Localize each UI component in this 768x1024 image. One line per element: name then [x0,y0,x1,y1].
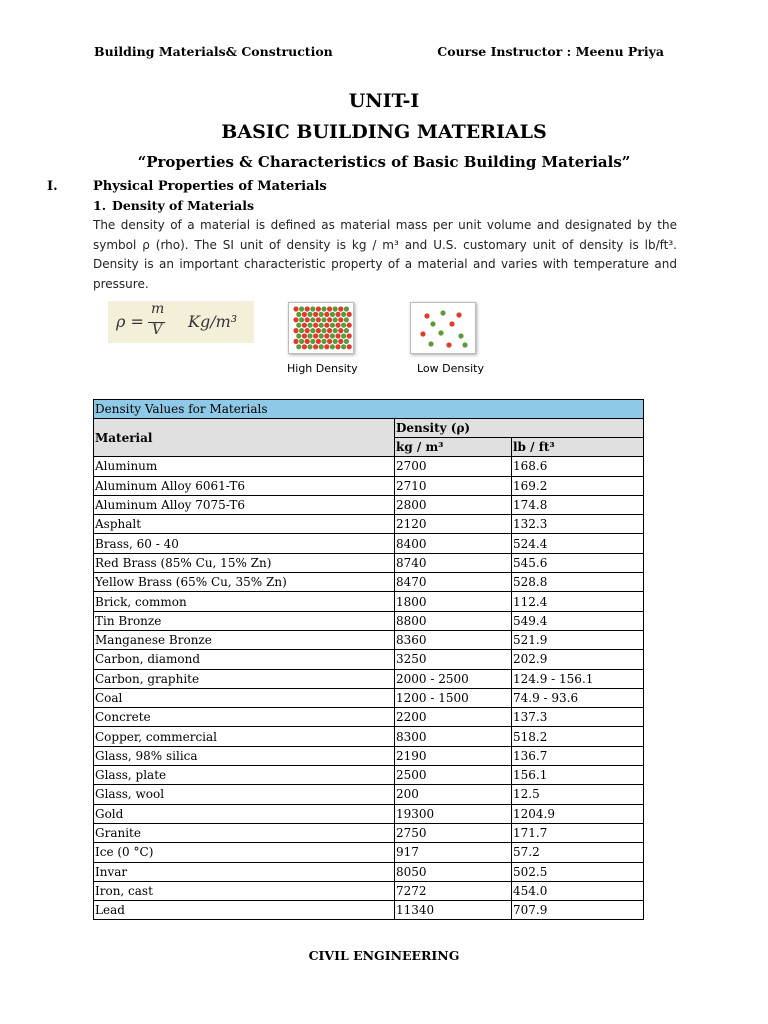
table-row [94,766,644,785]
cell-density-kg-m3: 1200 - 1500 [395,688,512,707]
particle-dot [327,317,332,322]
particle-dot [324,323,329,328]
table-row [94,746,644,765]
particle-dot [305,339,310,344]
particle-dot [313,312,318,317]
particle-dot [338,317,343,322]
subsection-title: Density of Materials [112,198,255,213]
particle-dot [341,333,346,338]
unit-heading: UNIT-I [348,90,420,112]
particle-dot [324,344,329,349]
table-row [94,823,644,842]
particle-dot [330,333,335,338]
particle-dot [330,312,335,317]
cell-density-lb-ft3: 521.9 [512,630,644,649]
particle-dot [316,306,321,311]
cell-density-kg-m3: 2700 [395,457,512,476]
particle-dot [319,312,324,317]
particle-dot [321,328,326,333]
particle-dot [307,333,312,338]
particle-dot [440,310,445,315]
particle-dot [341,312,346,317]
cell-material: Yellow Brass (65% Cu, 35% Zn) [94,573,395,592]
cell-density-kg-m3: 917 [395,843,512,862]
particle-dot [335,333,340,338]
particle-dot [344,317,349,322]
particle-dot [305,328,310,333]
density-formula [108,301,254,343]
cell-density-kg-m3: 2120 [395,515,512,534]
particle-dot [327,306,332,311]
formula-lhs: ρ = [116,312,144,331]
particle-dot [341,323,346,328]
particle-dot [310,328,315,333]
table-row [94,688,644,707]
cell-density-lb-ft3: 454.0 [512,881,644,900]
particle-dot [335,323,340,328]
cell-density-kg-m3: 7272 [395,881,512,900]
particle-dot [456,312,461,317]
particle-dot [321,339,326,344]
header-material: Material [94,419,395,457]
particle-dot [330,323,335,328]
section-number: I. [47,179,58,194]
table-row [94,592,644,611]
particle-dot [310,339,315,344]
cell-density-lb-ft3: 171.7 [512,823,644,842]
cell-material: Brick, common [94,592,395,611]
particle-dot [333,306,338,311]
table-row [94,630,644,649]
high-density-caption: High Density [287,362,358,375]
cell-density-lb-ft3: 545.6 [512,553,644,572]
density-table [93,399,644,920]
particle-dot [462,342,467,347]
cell-material: Red Brass (85% Cu, 15% Zn) [94,553,395,572]
header-course-title: Building Materials& Construction [94,44,333,59]
table-row [94,785,644,804]
particle-dot [299,328,304,333]
cell-density-kg-m3: 2190 [395,746,512,765]
high-density-dots [289,303,353,353]
cell-material: Manganese Bronze [94,630,395,649]
cell-material: Invar [94,862,395,881]
table-row [94,650,644,669]
cell-density-kg-m3: 1800 [395,592,512,611]
particle-dot [319,323,324,328]
particle-dot [299,317,304,322]
cell-density-lb-ft3: 112.4 [512,592,644,611]
cell-material: Carbon, graphite [94,669,395,688]
cell-density-lb-ft3: 707.9 [512,901,644,920]
particle-dot [313,344,318,349]
particle-dot [305,317,310,322]
particle-dot [327,328,332,333]
cell-density-lb-ft3: 136.7 [512,746,644,765]
particle-dot [293,306,298,311]
table-row [94,495,644,514]
table-row [94,457,644,476]
particle-dot [324,333,329,338]
cell-density-kg-m3: 2800 [395,495,512,514]
particle-dot [321,317,326,322]
cell-density-lb-ft3: 549.4 [512,611,644,630]
particle-dot [307,323,312,328]
particle-dot [310,317,315,322]
page-title: BASIC BUILDING MATERIALS [221,121,547,143]
particle-dot [313,333,318,338]
cell-material: Copper, commercial [94,727,395,746]
cell-material: Aluminum Alloy 7075-T6 [94,495,395,514]
particle-dot [430,321,435,326]
table-row [94,573,644,592]
density-paragraph: The density of a material is defined as material mass per unit volume and designated by the symbol ρ (rho). The SI unit of density is kg / m³ and U.S. customary unit of density is lb/ft³. Density is an important characteristic property of a material and varies with temperature and pressure. [93,218,677,291]
formula-unit: Kg/m³ [188,312,238,331]
particle-dot [330,344,335,349]
particle-dot [296,344,301,349]
particle-dot [299,339,304,344]
particle-dot [333,339,338,344]
cell-density-lb-ft3: 168.6 [512,457,644,476]
table-row [94,862,644,881]
cell-material: Tin Bronze [94,611,395,630]
particle-dot [338,328,343,333]
cell-material: Aluminum [94,457,395,476]
particle-dot [296,312,301,317]
particle-dot [293,339,298,344]
particle-dot [344,306,349,311]
cell-material: Glass, plate [94,766,395,785]
cell-density-lb-ft3: 174.8 [512,495,644,514]
particle-dot [438,330,443,335]
particle-dot [316,339,321,344]
cell-density-lb-ft3: 57.2 [512,843,644,862]
particle-dot [307,344,312,349]
low-density-dots [411,303,475,353]
particle-dot [344,328,349,333]
cell-density-kg-m3: 200 [395,785,512,804]
cell-material: Glass, wool [94,785,395,804]
cell-density-kg-m3: 8740 [395,553,512,572]
table-header-row [94,419,644,438]
cell-density-kg-m3: 2000 - 2500 [395,669,512,688]
cell-density-kg-m3: 8050 [395,862,512,881]
particle-dot [446,342,451,347]
particle-dot [296,333,301,338]
particle-dot [428,341,433,346]
cell-density-kg-m3: 2500 [395,766,512,785]
particle-dot [335,312,340,317]
particle-dot [420,331,425,336]
cell-density-lb-ft3: 518.2 [512,727,644,746]
cell-material: Lead [94,901,395,920]
particle-dot [293,328,298,333]
cell-density-lb-ft3: 524.4 [512,534,644,553]
particle-dot [319,333,324,338]
particle-dot [335,344,340,349]
cell-density-kg-m3: 2750 [395,823,512,842]
particle-dot [302,323,307,328]
cell-material: Asphalt [94,515,395,534]
table-row [94,708,644,727]
low-density-figure [410,302,476,354]
particle-dot [347,344,352,349]
cell-density-lb-ft3: 502.5 [512,862,644,881]
table-caption-row [94,400,644,419]
header-instructor: Course Instructor : Meenu Priya [437,44,664,59]
cell-material: Gold [94,804,395,823]
cell-density-lb-ft3: 124.9 - 156.1 [512,669,644,688]
subsection-number: 1. [93,198,107,213]
particle-dot [347,333,352,338]
particle-dot [307,312,312,317]
cell-density-kg-m3: 19300 [395,804,512,823]
particle-dot [341,344,346,349]
cell-density-lb-ft3: 156.1 [512,766,644,785]
cell-material: Concrete [94,708,395,727]
particle-dot [338,306,343,311]
formula-numerator: m [151,301,165,317]
particle-dot [338,339,343,344]
table-row [94,515,644,534]
table-caption: Density Values for Materials [94,400,644,419]
particle-dot [347,323,352,328]
particle-dot [316,328,321,333]
table-row [94,669,644,688]
cell-density-kg-m3: 8800 [395,611,512,630]
particle-dot [313,323,318,328]
table-row [94,843,644,862]
particle-dot [333,317,338,322]
formula-denominator: V [152,322,163,338]
cell-density-kg-m3: 8300 [395,727,512,746]
cell-density-kg-m3: 2710 [395,476,512,495]
cell-density-lb-ft3: 12.5 [512,785,644,804]
cell-material: Granite [94,823,395,842]
particle-dot [449,321,454,326]
cell-density-kg-m3: 2200 [395,708,512,727]
cell-density-kg-m3: 3250 [395,650,512,669]
table-row [94,901,644,920]
cell-density-kg-m3: 8360 [395,630,512,649]
particle-dot [319,344,324,349]
table-row [94,534,644,553]
particle-dot [296,323,301,328]
table-row [94,727,644,746]
particle-dot [324,312,329,317]
table-row [94,611,644,630]
high-density-figure [288,302,354,354]
table-row [94,881,644,900]
header-lb-ft3: lb / ft³ [512,438,644,457]
cell-density-kg-m3: 11340 [395,901,512,920]
header-kg-m3: kg / m³ [395,438,512,457]
particle-dot [293,317,298,322]
particle-dot [333,328,338,333]
particle-dot [299,306,304,311]
cell-material: Aluminum Alloy 6061-T6 [94,476,395,495]
particle-dot [316,317,321,322]
table-row [94,553,644,572]
page-subtitle: “Properties & Characteristics of Basic Building Materials” [137,153,631,171]
particle-dot [344,339,349,344]
cell-material: Carbon, diamond [94,650,395,669]
cell-density-lb-ft3: 1204.9 [512,804,644,823]
header-density: Density (ρ) [395,419,644,438]
cell-material: Iron, cast [94,881,395,900]
particle-dot [302,312,307,317]
particle-dot [302,333,307,338]
cell-density-lb-ft3: 202.9 [512,650,644,669]
particle-dot [310,306,315,311]
cell-material: Glass, 98% silica [94,746,395,765]
particle-dot [305,306,310,311]
cell-density-kg-m3: 8400 [395,534,512,553]
cell-density-lb-ft3: 74.9 - 93.6 [512,688,644,707]
cell-density-lb-ft3: 132.3 [512,515,644,534]
cell-density-lb-ft3: 169.2 [512,476,644,495]
cell-material: Coal [94,688,395,707]
cell-density-lb-ft3: 137.3 [512,708,644,727]
low-density-caption: Low Density [417,362,484,375]
cell-density-lb-ft3: 528.8 [512,573,644,592]
cell-material: Ice (0 °C) [94,843,395,862]
particle-dot [321,306,326,311]
particle-dot [302,344,307,349]
particle-dot [458,333,463,338]
cell-density-kg-m3: 8470 [395,573,512,592]
table-row [94,804,644,823]
particle-dot [327,339,332,344]
footer-department: CIVIL ENGINEERING [308,948,460,963]
particle-dot [424,313,429,318]
table-row [94,476,644,495]
cell-material: Brass, 60 - 40 [94,534,395,553]
particle-dot [347,312,352,317]
section-title: Physical Properties of Materials [93,179,327,194]
